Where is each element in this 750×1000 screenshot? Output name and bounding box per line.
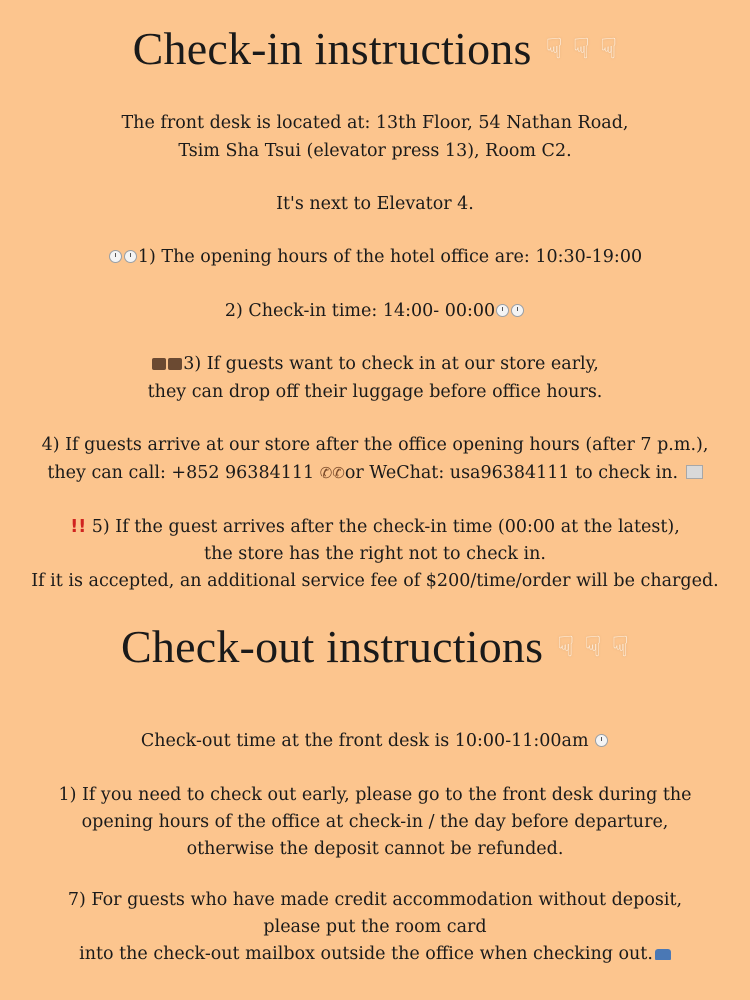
checkout-time: [0, 729, 750, 753]
clock-icon: [124, 250, 137, 263]
checkin-item-4-line-1: 4) If guests arrive at our store after the office opening hours (after 7 p.m.),: [41, 435, 709, 455]
checkin-time-text: 2) Check-in time: 14:00- 00:00: [224, 301, 496, 321]
checkout-title: Check-out instructions: [121, 621, 544, 672]
pointing-down-icon: ☟: [600, 33, 618, 65]
luggage-icon: [152, 358, 166, 370]
luggage-icon: [168, 358, 182, 370]
checkin-item-3-line-1: [0, 352, 750, 376]
pointing-hands: [546, 32, 618, 66]
building-icon: [686, 465, 703, 479]
checkin-item-5-line-2: the store has the right not to check in.: [204, 544, 546, 564]
late-arrival-text: 5) If the guest arrives after the check-in time (00:00 at the latest),: [91, 517, 680, 537]
pointing-down-icon: ☟: [545, 33, 563, 65]
checkout-item-7-line-2: please put the room card: [263, 917, 487, 937]
checkout-item-7-line-1: 7) For guests who have made credit accommodation without deposit,: [67, 890, 683, 910]
pointing-down-icon: ☟: [572, 33, 591, 65]
checkout-time-text: Check-out time at the front desk is 10:00-11:00am: [140, 731, 589, 751]
checkin-item-4-line-2: [0, 461, 750, 485]
wechat-contact-text: or WeChat: usa96384111 to check in.: [344, 463, 679, 483]
location-line-1: The front desk is located at: 13th Floor, 54 Nathan Road,: [121, 113, 629, 133]
checkout-item-1-line-3: otherwise the deposit cannot be refunded.: [186, 839, 564, 859]
pointing-down-icon: ☟: [584, 631, 602, 663]
checkout-item-1-line-1: 1) If you need to check out early, please go to the front desk during the: [58, 785, 692, 805]
opening-hours-text: 1) The opening hours of the hotel office are: 10:30-19:00: [137, 247, 643, 267]
checkin-heading: [0, 22, 750, 75]
mailbox-instructions-text: into the check-out mailbox outside the office when checking out.: [79, 944, 653, 964]
checkin-item-3-line-2: they can drop off their luggage before office hours.: [147, 382, 603, 402]
checkout-item-7-line-3: [0, 942, 750, 966]
early-checkin-text: 3) If guests want to check in at our store early,: [183, 354, 599, 374]
checkin-item-5-line-1: [0, 515, 750, 539]
mailbox-icon: [655, 949, 671, 960]
checkin-title: Check-in instructions: [132, 23, 532, 74]
checkout-heading: [0, 620, 750, 673]
phone-contact-text: they can call: +852 96384111: [47, 463, 315, 483]
checkout-item-1-line-2: opening hours of the office at check-in / the day before departure,: [81, 812, 669, 832]
checkin-item-1: [0, 245, 750, 269]
elevator-note: It's next to Elevator 4.: [276, 194, 474, 214]
checkin-item-5-line-3: If it is accepted, an additional service fee of $200/time/order will be charged.: [31, 571, 719, 591]
location-line-2: Tsim Sha Tsui (elevator press 13), Room C2.: [178, 141, 572, 161]
clock-icon: [595, 734, 608, 747]
clock-icon: [109, 250, 122, 263]
clock-icon: [496, 304, 509, 317]
double-exclamation-icon: !!: [70, 517, 87, 537]
pointing-hands: [557, 630, 629, 664]
checkin-item-2: [0, 299, 750, 323]
pointing-down-icon: ☟: [557, 631, 575, 663]
phone-icon: ✆✆: [319, 464, 345, 482]
pointing-down-icon: ☟: [611, 631, 629, 663]
clock-icon: [511, 304, 524, 317]
